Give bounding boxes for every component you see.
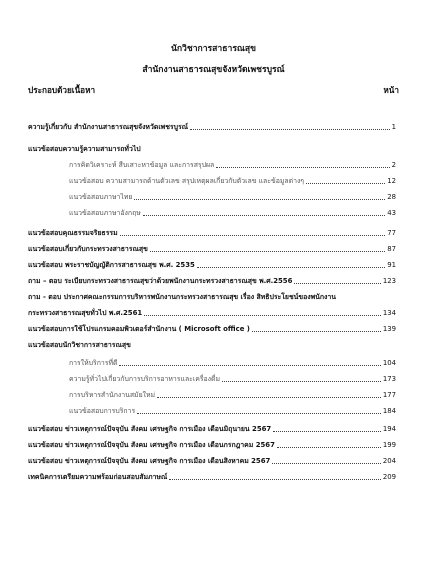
toc-entry-page-number: 12 xyxy=(387,177,396,185)
toc-entry xyxy=(28,386,396,402)
toc-entry-title: การให้บริการที่ดี xyxy=(69,359,118,367)
contents-heading: ประกอบด้วยเนื้อหา xyxy=(28,85,96,95)
toc-entry xyxy=(28,188,396,204)
dot-leader xyxy=(144,315,381,316)
document-subtitle: สำนักงานสาธารณสุขจังหวัดเพชรบูรณ์ xyxy=(142,65,285,75)
toc-entry-page-number: 134 xyxy=(382,309,396,317)
table-of-contents xyxy=(28,118,396,484)
toc-entry xyxy=(28,140,396,156)
toc-entry-page-number: 173 xyxy=(382,375,396,383)
page-column-heading: หน้า xyxy=(383,85,399,95)
toc-entry xyxy=(28,224,396,240)
dot-leader xyxy=(169,479,381,480)
toc-entry-title: แนวข้อสอบ ข่าวเหตุการณ์ปัจจุบัน สังคม เศรษฐกิจ การเมือง เดือนสิงหาคม 2567 xyxy=(28,457,271,465)
toc-entry-page-number: 209 xyxy=(382,473,396,481)
toc-entry xyxy=(28,336,396,352)
dot-leader xyxy=(197,267,385,268)
toc-entry-page-number: 91 xyxy=(387,261,396,269)
dot-leader xyxy=(252,331,381,332)
toc-entry-page-number: 184 xyxy=(382,407,396,415)
dot-leader xyxy=(137,413,381,414)
toc-entry xyxy=(28,256,396,272)
toc-entry xyxy=(28,172,396,188)
dot-leader xyxy=(273,431,381,432)
toc-entry xyxy=(28,156,396,172)
dot-leader xyxy=(134,199,385,200)
toc-entry-title: แนวข้อสอบเกี่ยวกับกระทรวงสาธารณสุข xyxy=(28,245,148,253)
dot-leader xyxy=(294,283,380,284)
toc-entry-title: แนวข้อสอบภาษาอังกฤษ xyxy=(69,209,141,217)
toc-entry-title: การคิดวิเคราะห์ สืบเสาะหาข้อมูล และการสรุปผล xyxy=(69,161,215,169)
toc-entry-title: แนวข้อสอบความรู้ความสามารถทั่วไป xyxy=(28,145,141,153)
dot-leader xyxy=(277,447,381,448)
toc-entry-page-number: 139 xyxy=(382,325,396,333)
toc-entry-title: แนวข้อสอบนักวิชาการสาธารณสุข xyxy=(28,341,131,349)
toc-entry-page-number: 87 xyxy=(387,245,396,253)
toc-entry-title: แนวข้อสอบ ข่าวเหตุการณ์ปัจจุบัน สังคม เศรษฐกิจ การเมือง เดือนมิถุนายน 2567 xyxy=(28,425,272,433)
toc-entry-title: กระทรวงสาธารณสุขทั่วไป พ.ศ.2561 xyxy=(28,309,143,317)
toc-entry xyxy=(28,452,396,468)
toc-entry-title: ความรู้ทั่วไปเกี่ยวกับการบริการอาหารและเครื่องดื่ม xyxy=(69,375,221,383)
toc-entry-title: การบริหารสำนักงานสมัยใหม่ xyxy=(69,391,156,399)
toc-entry-page-number: 43 xyxy=(387,209,396,217)
toc-entry-title: แนวข้อสอบการบริการ xyxy=(69,407,136,415)
dot-leader xyxy=(190,129,390,130)
toc-entry-title: ความรู้เกี่ยวกับ สำนักงานสาธารณสุขจังหวัดเพชรบูรณ์ xyxy=(28,123,189,131)
toc-entry xyxy=(28,436,396,452)
dot-leader xyxy=(143,215,385,216)
toc-entry-page-number: 28 xyxy=(387,193,396,201)
toc-entry-title: ถาม – ตอบ ระเบียบกระทรวงสาธารณสุขว่าด้วยพนักงานกระทรวงสาธารณสุข พ.ศ.2556 xyxy=(28,277,293,285)
toc-entry-title: แนวข้อสอบภาษาไทย xyxy=(69,193,133,201)
toc-entry xyxy=(28,354,396,370)
toc-entry xyxy=(28,420,396,436)
dot-leader xyxy=(119,365,380,366)
toc-entry-title: ถาม - ตอบ ประกาศคณะกรรมการบริหารพนักงานกระทรวงสาธารณสุข เรื่อง สิทธิประโยชน์ของพนักงาน xyxy=(28,293,336,301)
dot-leader xyxy=(120,235,386,236)
toc-entry xyxy=(28,402,396,418)
toc-entry-page-number: 199 xyxy=(382,441,396,449)
toc-entry-page-number: 204 xyxy=(382,457,396,465)
toc-entry xyxy=(28,320,396,336)
dot-leader xyxy=(306,183,385,184)
toc-entry xyxy=(28,118,396,134)
toc-entry-page-number: 2 xyxy=(391,161,396,169)
dot-leader xyxy=(216,167,389,168)
toc-entry xyxy=(28,204,396,220)
toc-entry-title: แนวข้อสอบ ข่าวเหตุการณ์ปัจจุบัน สังคม เศรษฐกิจ การเมือง เดือนกรกฎาคม 2567 xyxy=(28,441,275,449)
toc-entry xyxy=(28,288,396,304)
dot-leader xyxy=(222,381,381,382)
toc-entry xyxy=(28,272,396,288)
toc-entry-title: แนวข้อสอบคุณธรรมจริยธรรม xyxy=(28,229,118,237)
toc-entry-page-number: 104 xyxy=(382,359,396,367)
toc-entry-page-number: 194 xyxy=(382,425,396,433)
toc-entry-page-number: 1 xyxy=(391,123,396,131)
toc-entry xyxy=(28,370,396,386)
dot-leader xyxy=(150,251,385,252)
toc-entry xyxy=(28,304,396,320)
toc-entry xyxy=(28,240,396,256)
toc-entry-title: เทคนิคการเตรียมความพร้อมก่อนสอบสัมภาษณ์ xyxy=(28,473,168,481)
dot-leader xyxy=(272,463,381,464)
toc-entry-title: แนวข้อสอบ ความสามารถด้านตัวเลข สรุปเหตุผลเกี่ยวกับตัวเลข และข้อมูลต่างๆ xyxy=(69,177,305,185)
toc-entry-title: แนวข้อสอบการใช้โปรแกรมคอมพิวเตอร์สำนักงาน ( Microsoft office ) xyxy=(28,325,250,333)
toc-entry-page-number: 177 xyxy=(382,391,396,399)
document-title: นักวิชาการสาธารณสุข xyxy=(170,44,257,54)
toc-entry-page-number: 123 xyxy=(382,277,396,285)
toc-entry-title: แนวข้อสอบ พระราชบัญญัติการสาธารณสุข พ.ศ. 2535 xyxy=(28,261,195,269)
toc-entry-page-number: 77 xyxy=(387,229,396,237)
toc-entry xyxy=(28,468,396,484)
dot-leader xyxy=(157,397,381,398)
